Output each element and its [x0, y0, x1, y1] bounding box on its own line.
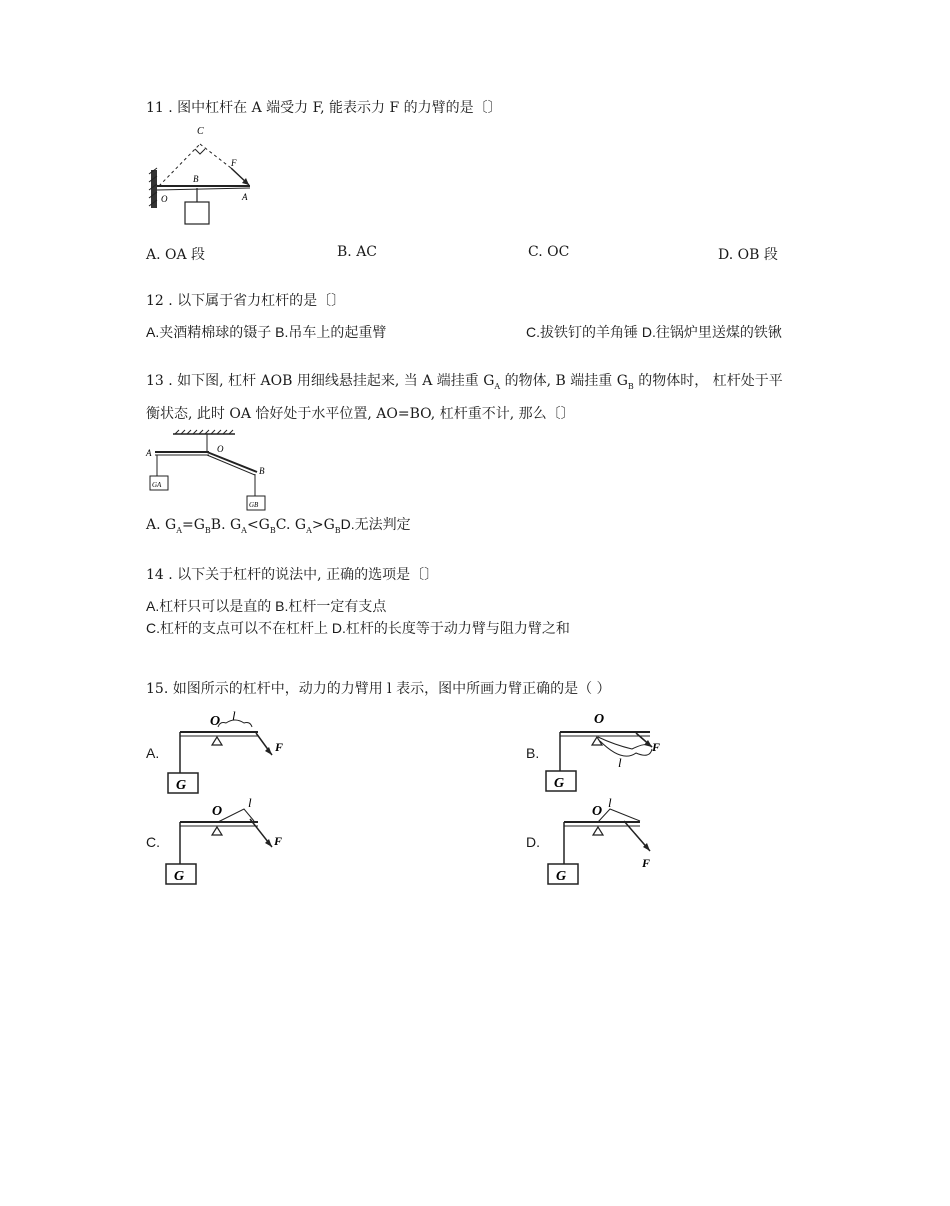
q14-options-cd: C.杠杆的支点可以不在杠杆上 D.杠杆的长度等于动力臂与阻力臂之和 [146, 620, 570, 636]
q11-option-c: C. OC [528, 244, 570, 260]
q13-opt-b-lt: <G [246, 517, 270, 533]
label-o: O [161, 194, 168, 204]
label-b: B [259, 466, 265, 476]
label-f: F [642, 856, 651, 870]
label-g: G [556, 869, 567, 884]
q13-opt-a: A. G [146, 517, 177, 533]
label-g: G [554, 776, 565, 791]
q12-options-ab: A.夹酒精棉球的镊子 B.吊车上的起重臂 [146, 324, 387, 340]
weight-box [185, 202, 209, 224]
q11-option-d: D. OB 段 [718, 247, 778, 263]
q15-option-c: C. [146, 834, 160, 850]
fulcrum-icon [593, 827, 603, 835]
label-l: l [232, 708, 236, 723]
q13-gb-sub: B [627, 381, 634, 391]
q13-opt-a-sub1: A [176, 525, 182, 535]
q13-opt-c-sub2: B [334, 525, 341, 535]
q13-stem-part2: 的物体, B 端挂重 G [500, 373, 628, 389]
label-o: O [592, 804, 603, 819]
q13-ga-sub: A [494, 381, 501, 391]
q13-stem-part1: 13 . 如下图, 杠杆 AOB 用细线悬挂起来, 当 A 端挂重 G [146, 373, 495, 389]
q13-opt-d: D.无法判定 [340, 516, 411, 532]
label-a: A [146, 448, 152, 458]
q13-opt-b: B. G [210, 517, 242, 533]
label-l: l [618, 755, 622, 770]
label-o: O [210, 714, 221, 729]
q12-stem: 12 . 以下属于省力杠杆的是〔〕 [146, 293, 346, 309]
q15-figure-b [540, 705, 680, 797]
label-c: C [197, 126, 204, 137]
q13-opt-a-eq: =G [181, 517, 205, 533]
q15-option-b: B. [526, 745, 540, 761]
q13-figure [145, 430, 285, 515]
label-o: O [594, 712, 605, 727]
label-o: O [212, 804, 223, 819]
q15-option-a: A. [146, 745, 160, 761]
label-o: O [217, 444, 224, 454]
q15-figure-c [160, 795, 300, 887]
label-f: F [274, 834, 283, 848]
q13-opt-a-sub2: B [204, 525, 211, 535]
label-ga: GA [152, 481, 162, 489]
q15-option-d: D. [526, 834, 540, 850]
q13-opt-c-gt: >G [311, 517, 335, 533]
fulcrum-icon [212, 737, 222, 745]
q13-stem-line1 [146, 370, 783, 391]
label-l: l [248, 795, 252, 810]
fulcrum-icon [212, 827, 222, 835]
q11-option-a: A. OA 段 [146, 247, 206, 263]
label-f: F [652, 740, 661, 754]
q13-opt-c-sub1: A [306, 525, 312, 535]
q11-option-b: B. AC [337, 244, 378, 260]
q13-stem-line2: 衡状态, 此时 OA 恰好处于水平位置, AO=BO, 杠杆重不计, 那么〔〕 [146, 406, 575, 422]
label-b: B [193, 174, 199, 184]
q15-figure-a [160, 705, 300, 797]
q13-options [146, 514, 411, 535]
q11-stem: 11 . 图中杠杆在 A 端受力 F, 能表示力 F 的力臂的是〔〕 [146, 100, 502, 116]
q12-options-cd: C.拔铁钉的羊角锤 D.往锅炉里送煤的铁锹 [526, 324, 782, 340]
q15-figure-d [540, 795, 680, 887]
q13-opt-c: C. G [275, 517, 307, 533]
q13-stem-part3: 的物体时， 杠杆处于平 [633, 373, 783, 389]
q14-stem: 14 . 以下关于杠杆的说法中, 正确的选项是〔〕 [146, 567, 439, 583]
lever-ob [207, 452, 257, 472]
q14-options-ab: A.杠杆只可以是直的 B.杠杆一定有支点 [146, 598, 387, 614]
label-a: A [242, 192, 248, 202]
q13-opt-b-sub1: A [241, 525, 247, 535]
label-gb: GB [249, 501, 259, 509]
q15-stem: 15. 如图所示的杠杆中，动力的力臂用 l 表示，图中所画力臂正确的是（ ） [146, 681, 611, 697]
q13-opt-b-sub2: B [269, 525, 276, 535]
label-g: G [176, 778, 187, 793]
label-f: F [275, 740, 284, 754]
q11-figure [145, 122, 260, 230]
label-f: F [231, 158, 237, 168]
label-g: G [174, 869, 185, 884]
label-l: l [608, 795, 612, 810]
